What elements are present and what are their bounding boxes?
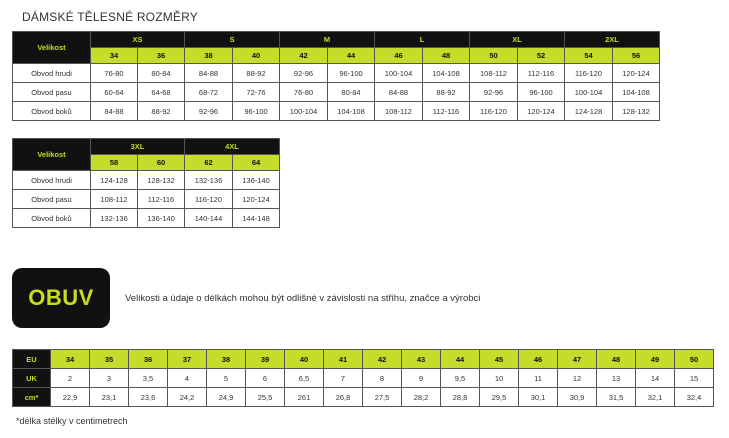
shoe-cell: 6 xyxy=(246,369,285,388)
shoe-cell: 14 xyxy=(636,369,675,388)
table-cell: 144-148 xyxy=(233,209,280,228)
size-group-header: 4XL xyxy=(185,139,280,155)
table-cell: 92-96 xyxy=(185,102,233,121)
shoe-cell: 10 xyxy=(480,369,519,388)
eu-size-header: 50 xyxy=(470,48,518,64)
table-cell: 84-88 xyxy=(375,83,423,102)
shoe-cell: 2 xyxy=(51,369,90,388)
shoe-cell: 23,6 xyxy=(129,388,168,407)
eu-size-header: 36 xyxy=(138,48,185,64)
shoe-cell: 25,5 xyxy=(246,388,285,407)
shoe-cell: 37 xyxy=(168,350,207,369)
eu-size-header: 60 xyxy=(138,155,185,171)
shoe-cell: 41 xyxy=(324,350,363,369)
table-row xyxy=(13,102,660,121)
table-cell: 116-120 xyxy=(185,190,233,209)
size-group-header: S xyxy=(185,32,280,48)
shoe-row xyxy=(13,388,714,407)
table-row xyxy=(13,171,280,190)
eu-size-header: 54 xyxy=(565,48,613,64)
table-cell: 104-108 xyxy=(613,83,660,102)
row-label: Obvod boků xyxy=(13,209,91,228)
table-cell: 80-84 xyxy=(138,64,185,83)
shoe-cell: 42 xyxy=(363,350,402,369)
table-cell: 136-140 xyxy=(233,171,280,190)
table-cell: 72-76 xyxy=(233,83,280,102)
shoe-cell: 36 xyxy=(129,350,168,369)
table-cell: 124-128 xyxy=(565,102,613,121)
row-label: Obvod pasu xyxy=(13,83,91,102)
table-cell: 104-108 xyxy=(423,64,470,83)
shoe-cell: 30,1 xyxy=(519,388,558,407)
table-cell: 96-100 xyxy=(328,64,375,83)
shoe-cell: 47 xyxy=(558,350,597,369)
table-cell: 108-112 xyxy=(470,64,518,83)
shoe-cell: 29,5 xyxy=(480,388,519,407)
shoe-cell: 8 xyxy=(363,369,402,388)
shoe-cell: 28,2 xyxy=(402,388,441,407)
table-cell: 100-104 xyxy=(280,102,328,121)
table-cell: 68-72 xyxy=(185,83,233,102)
table-cell: 128-132 xyxy=(138,171,185,190)
table-cell: 112-116 xyxy=(423,102,470,121)
eu-size-header: 42 xyxy=(280,48,328,64)
table-cell: 116-120 xyxy=(470,102,518,121)
table-cell: 88-92 xyxy=(138,102,185,121)
shoe-cell: 9 xyxy=(402,369,441,388)
table-cell: 120-124 xyxy=(233,190,280,209)
shoe-cell: 7 xyxy=(324,369,363,388)
eu-size-header: 48 xyxy=(423,48,470,64)
table-cell: 88-92 xyxy=(233,64,280,83)
shoe-cell: 3 xyxy=(90,369,129,388)
table-cell: 104-108 xyxy=(328,102,375,121)
shoe-cell: 38 xyxy=(207,350,246,369)
table-cell: 80-84 xyxy=(328,83,375,102)
shoe-cell: 45 xyxy=(480,350,519,369)
shoe-row-label: EU xyxy=(13,350,51,369)
eu-size-header: 38 xyxy=(185,48,233,64)
table-cell: 100-104 xyxy=(375,64,423,83)
table-cell: 124-128 xyxy=(91,171,138,190)
shoe-cell: 44 xyxy=(441,350,480,369)
eu-size-header: 62 xyxy=(185,155,233,171)
table-row xyxy=(13,64,660,83)
table-cell: 64-68 xyxy=(138,83,185,102)
table-cell: 140-144 xyxy=(185,209,233,228)
size-corner-header: Velikost xyxy=(13,139,91,171)
footnote: *délka stélky v centimetrech xyxy=(16,416,128,426)
eu-size-header: 56 xyxy=(613,48,660,64)
shoe-cell: 24,2 xyxy=(168,388,207,407)
shoe-cell: 24,9 xyxy=(207,388,246,407)
table-cell: 84-88 xyxy=(91,102,138,121)
shoe-cell: 27,5 xyxy=(363,388,402,407)
shoe-cell: 13 xyxy=(597,369,636,388)
table-cell: 132-136 xyxy=(185,171,233,190)
shoe-cell: 49 xyxy=(636,350,675,369)
table-cell: 76-80 xyxy=(280,83,328,102)
shoe-size-table xyxy=(12,349,714,407)
size-table-main xyxy=(12,31,660,121)
shoe-row-label: cm* xyxy=(13,388,51,407)
table-cell: 112-116 xyxy=(138,190,185,209)
table-cell: 116-120 xyxy=(565,64,613,83)
table-cell: 108-112 xyxy=(91,190,138,209)
shoe-cell: 4 xyxy=(168,369,207,388)
shoe-cell: 28,8 xyxy=(441,388,480,407)
table-cell: 120-124 xyxy=(518,102,565,121)
eu-size-header: 40 xyxy=(233,48,280,64)
shoe-cell: 5 xyxy=(207,369,246,388)
size-group-header: 3XL xyxy=(91,139,185,155)
shoe-cell: 261 xyxy=(285,388,324,407)
shoe-cell: 23,1 xyxy=(90,388,129,407)
shoe-cell: 43 xyxy=(402,350,441,369)
shoe-cell: 40 xyxy=(285,350,324,369)
eu-size-header: 52 xyxy=(518,48,565,64)
shoe-cell: 22,9 xyxy=(51,388,90,407)
size-group-header: XS xyxy=(91,32,185,48)
shoe-cell: 11 xyxy=(519,369,558,388)
row-label: Obvod pasu xyxy=(13,190,91,209)
table-cell: 132-136 xyxy=(91,209,138,228)
shoe-cell: 12 xyxy=(558,369,597,388)
eu-size-header: 34 xyxy=(91,48,138,64)
shoe-cell: 34 xyxy=(51,350,90,369)
table-cell: 96-100 xyxy=(233,102,280,121)
eu-size-header: 64 xyxy=(233,155,280,171)
shoes-note: Velikosti a údaje o délkách mohou být odlišné v závislosti na střihu, značce a výrobci xyxy=(125,293,481,304)
table-cell: 136-140 xyxy=(138,209,185,228)
shoe-cell: 46 xyxy=(519,350,558,369)
shoe-cell: 15 xyxy=(675,369,714,388)
table-cell: 92-96 xyxy=(280,64,328,83)
table-cell: 128-132 xyxy=(613,102,660,121)
eu-size-header: 44 xyxy=(328,48,375,64)
shoe-cell: 9,5 xyxy=(441,369,480,388)
shoe-row xyxy=(13,350,714,369)
table-cell: 112-116 xyxy=(518,64,565,83)
table-row xyxy=(13,83,660,102)
shoe-cell: 30,9 xyxy=(558,388,597,407)
table-cell: 96-100 xyxy=(518,83,565,102)
size-table-plus xyxy=(12,138,280,228)
table-row xyxy=(13,190,280,209)
shoe-cell: 39 xyxy=(246,350,285,369)
table-cell: 92-96 xyxy=(470,83,518,102)
shoe-row xyxy=(13,369,714,388)
shoe-cell: 26,8 xyxy=(324,388,363,407)
table-cell: 120-124 xyxy=(613,64,660,83)
row-label: Obvod hrudi xyxy=(13,64,91,83)
size-group-header: M xyxy=(280,32,375,48)
size-group-header: L xyxy=(375,32,470,48)
shoe-cell: 6,5 xyxy=(285,369,324,388)
eu-size-header: 46 xyxy=(375,48,423,64)
shoe-cell: 48 xyxy=(597,350,636,369)
table-cell: 100-104 xyxy=(565,83,613,102)
size-group-header: XL xyxy=(470,32,565,48)
shoe-cell: 3,5 xyxy=(129,369,168,388)
shoe-cell: 32,1 xyxy=(636,388,675,407)
shoe-cell: 50 xyxy=(675,350,714,369)
shoes-badge: OBUV xyxy=(12,268,110,328)
eu-size-header: 58 xyxy=(91,155,138,171)
table-cell: 76-80 xyxy=(91,64,138,83)
table-row xyxy=(13,209,280,228)
size-corner-header: Velikost xyxy=(13,32,91,64)
shoe-cell: 31,5 xyxy=(597,388,636,407)
table-cell: 108-112 xyxy=(375,102,423,121)
page-title: DÁMSKÉ TĚLESNÉ ROZMĚRY xyxy=(22,10,198,24)
shoe-cell: 32,4 xyxy=(675,388,714,407)
row-label: Obvod boků xyxy=(13,102,91,121)
table-cell: 60-64 xyxy=(91,83,138,102)
table-cell: 88-92 xyxy=(423,83,470,102)
row-label: Obvod hrudi xyxy=(13,171,91,190)
shoe-row-label: UK xyxy=(13,369,51,388)
table-cell: 84-88 xyxy=(185,64,233,83)
size-group-header: 2XL xyxy=(565,32,660,48)
shoe-cell: 35 xyxy=(90,350,129,369)
